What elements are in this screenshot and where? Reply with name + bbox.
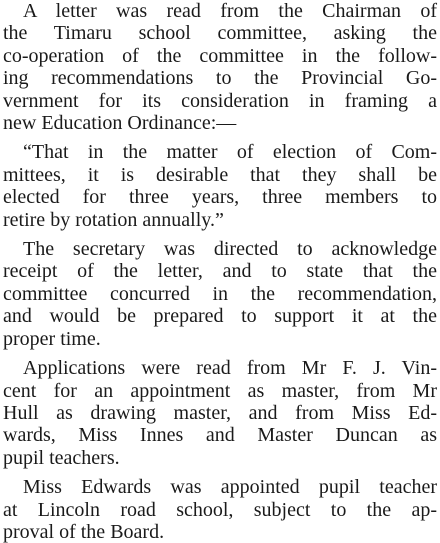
paragraph-appointment [3,476,437,543]
text-line: receipt of the letter, and to state that the [3,260,437,283]
text-line: vernment for its consideration in framing a [3,89,437,112]
text-line: proper time. [3,327,101,350]
paragraph-quoted-recommendation [3,141,437,231]
text-line: Applications were read from Mr F. J. Vin- [23,357,437,380]
text-line: committee concurred in the recommendation, [3,282,437,305]
text-line: ing recommendations to the Provincial Go- [3,67,437,90]
text-line: elected for three years, three members to [3,186,437,209]
text-line: Miss Edwards was appointed pupil teacher [23,476,437,499]
text-line: “That in the matter of election of Com- [23,141,437,164]
text-line: A letter was read from the Chairman of [23,0,437,22]
article-column [3,0,437,543]
text-line: The secretary was directed to acknowledge [23,238,437,261]
paragraph-letter-from-chairman [3,0,437,134]
text-line: new Education Ordinance:— [3,112,237,135]
text-line: mittees, it is desirable that they shall be [3,163,437,186]
text-line: the Timaru school committee, asking the [3,22,437,45]
text-line: at Lincoln road school, subject to the ap- [3,498,437,521]
text-line: wards, Miss Innes and Master Duncan as [3,424,437,447]
text-line: and would be prepared to support it at the [3,305,437,328]
paragraph-secretary-directed [3,238,437,350]
text-line: proval of the Board. [3,520,165,543]
text-line: pupil teachers. [3,446,120,469]
text-line: retire by rotation annually.” [3,208,224,231]
text-line: cent for an appointment as master, from Mr [3,379,437,402]
text-line: Hull as drawing master, and from Miss Ed- [3,401,437,424]
text-line: co-operation of the committee in the follow- [3,44,437,67]
paragraph-applications [3,357,437,469]
